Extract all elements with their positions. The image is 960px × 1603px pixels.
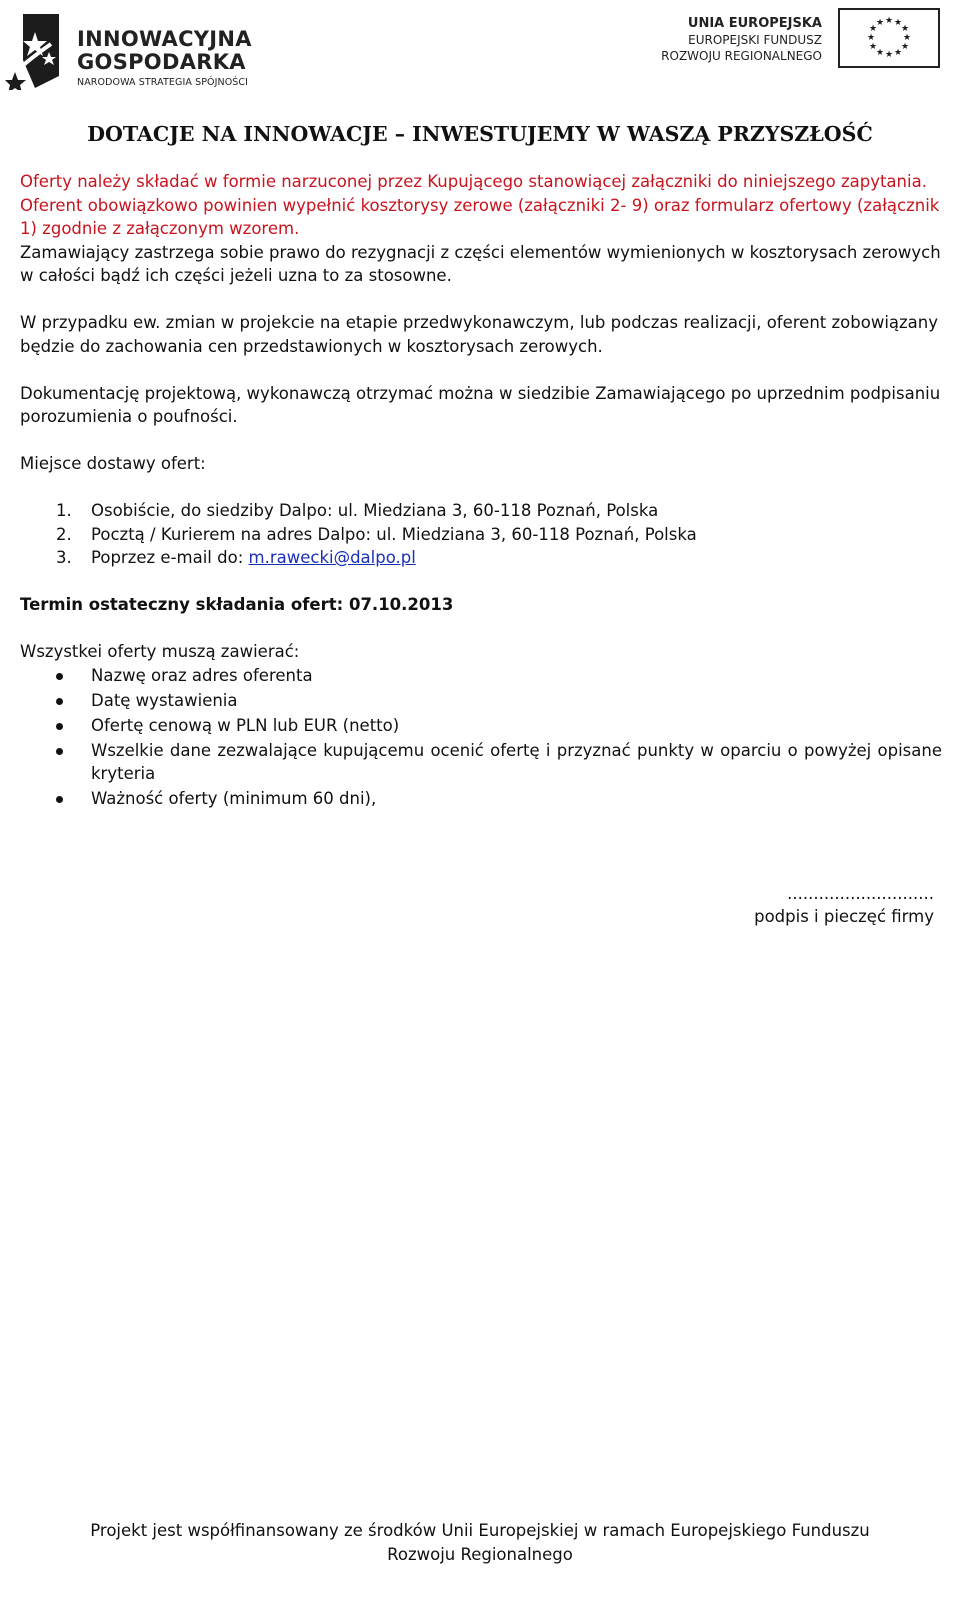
eu-flag-icon <box>838 8 940 68</box>
page-header <box>0 0 960 100</box>
footer-line-1: Projekt jest współfinansowany ze środków Unii Europejskiej w ramach Europejskiego Funduszu <box>90 1521 870 1540</box>
bullet-icon <box>56 796 63 803</box>
svg-text:★: ★ <box>884 50 894 60</box>
svg-text:★: ★ <box>868 24 878 34</box>
reservation-paragraph: Zamawiający zastrzega sobie prawo do rezygnacji z części elementów wymienionych w kosztorysach zerowych w całości bądź ich części jeżeli uzna to za stosowne. <box>20 242 941 285</box>
logo-subline: NARODOWA STRATEGIA SPÓJNOŚCI <box>77 77 249 88</box>
svg-text:★: ★ <box>900 42 910 52</box>
svg-text:★: ★ <box>875 18 885 28</box>
svg-text:★: ★ <box>866 33 876 43</box>
svg-text:★: ★ <box>893 18 903 28</box>
offer-format-paragraph: Oferty należy składać w formie narzuconej przez Kupującego stanowiącej załączniki do niniejszego zapytania. Oferent obowiązkowo powinien wypełnić kosztorysy zerowe (załączniki 2- 9) oraz formularz ofertowy (załącznik 1) zgodnie z załączonym wzorem. <box>20 172 940 238</box>
svg-text:★: ★ <box>902 33 912 43</box>
list-item <box>20 499 942 523</box>
list-item <box>20 714 942 738</box>
footer-line-2: Rozwoju Regionalnego <box>387 1544 573 1564</box>
list-item-text: Ofertę cenową w PLN lub EUR (netto) <box>91 715 400 735</box>
svg-text:★: ★ <box>875 48 885 58</box>
svg-text:★: ★ <box>868 42 878 52</box>
must-contain-heading: Wszystkei oferty muszą zawierać: <box>20 642 300 661</box>
list-number: 2. <box>56 524 72 544</box>
logo-line-2: GOSPODARKA <box>77 50 246 74</box>
innowacyjna-gospodarka-logo <box>5 10 265 90</box>
list-item <box>20 787 942 811</box>
list-item <box>20 546 942 570</box>
delivery-list <box>20 499 942 570</box>
delivery-heading: Miejsce dostawy ofert: <box>20 454 206 473</box>
list-item-text: Datę wystawienia <box>91 690 238 710</box>
deadline-text: Termin ostateczny składania ofert: 07.10.2013 <box>20 595 454 614</box>
stars-swoosh-icon <box>5 10 75 90</box>
list-item <box>20 664 942 688</box>
document-body <box>20 170 942 812</box>
page-title: DOTACJE NA INNOWACJE – INWESTUJEMY W WASZĄ PRZYSZŁOŚĆ <box>87 122 873 146</box>
list-item-text: Osobiście, do siedziby Dalpo: ul. Miedziana 3, 60-118 Poznań, Polska <box>91 501 659 520</box>
page-footer <box>0 1519 960 1566</box>
list-item-text: Wszelkie dane zezwalające kupującemu ocenić ofertę i przyznać punkty w oparciu o powyżej opisane kryteria <box>91 740 942 783</box>
list-item <box>20 739 942 786</box>
svg-text:★: ★ <box>900 24 910 34</box>
eu-line-2: EUROPEJSKI FUNDUSZ <box>688 33 822 47</box>
email-link[interactable]: m.rawecki@dalpo.pl <box>248 548 416 567</box>
list-item-text: Pocztą / Kurierem na adres Dalpo: ul. Miedziana 3, 60-118 Poznań, Polska <box>91 524 697 544</box>
changes-paragraph: W przypadku ew. zmian w projekcie na etapie przedwykonawczym, lub podczas realizacji, oferent zobowiązany będzie do zachowania cen przedstawionych w kosztorysach zerowych. <box>20 313 939 356</box>
list-item-text: Ważność oferty (minimum 60 dni), <box>91 789 377 808</box>
eu-logo <box>650 8 940 70</box>
eu-line-3: ROZWOJU REGIONALNEGO <box>661 49 822 63</box>
eu-wordmark <box>661 16 822 64</box>
bullet-icon <box>56 748 63 755</box>
list-item-text: Poprzez e-mail do: <box>91 548 249 567</box>
list-item <box>20 523 942 547</box>
logo-line-1: INNOWACYJNA <box>77 27 252 51</box>
list-number: 3. <box>56 548 72 567</box>
must-contain-list <box>20 664 942 811</box>
list-item <box>20 689 942 713</box>
svg-text:★: ★ <box>893 48 903 58</box>
signature-block <box>754 882 934 928</box>
documentation-paragraph: Dokumentację projektową, wykonawczą otrzymać można w siedzibie Zamawiającego po uprzednim podpisaniu porozumienia o poufności. <box>20 383 941 426</box>
bullet-icon <box>56 673 63 680</box>
list-number: 1. <box>56 501 72 520</box>
innowacyjna-gospodarka-wordmark <box>77 28 252 88</box>
svg-text:★: ★ <box>884 16 894 26</box>
bullet-icon <box>56 698 63 705</box>
eu-line-1: UNIA EUROPEJSKA <box>687 16 822 31</box>
signature-label: podpis i pieczęć firmy <box>754 907 934 926</box>
signature-dots: ............................ <box>787 884 934 903</box>
list-item-text: Nazwę oraz adres oferenta <box>91 665 313 685</box>
bullet-icon <box>56 723 63 730</box>
